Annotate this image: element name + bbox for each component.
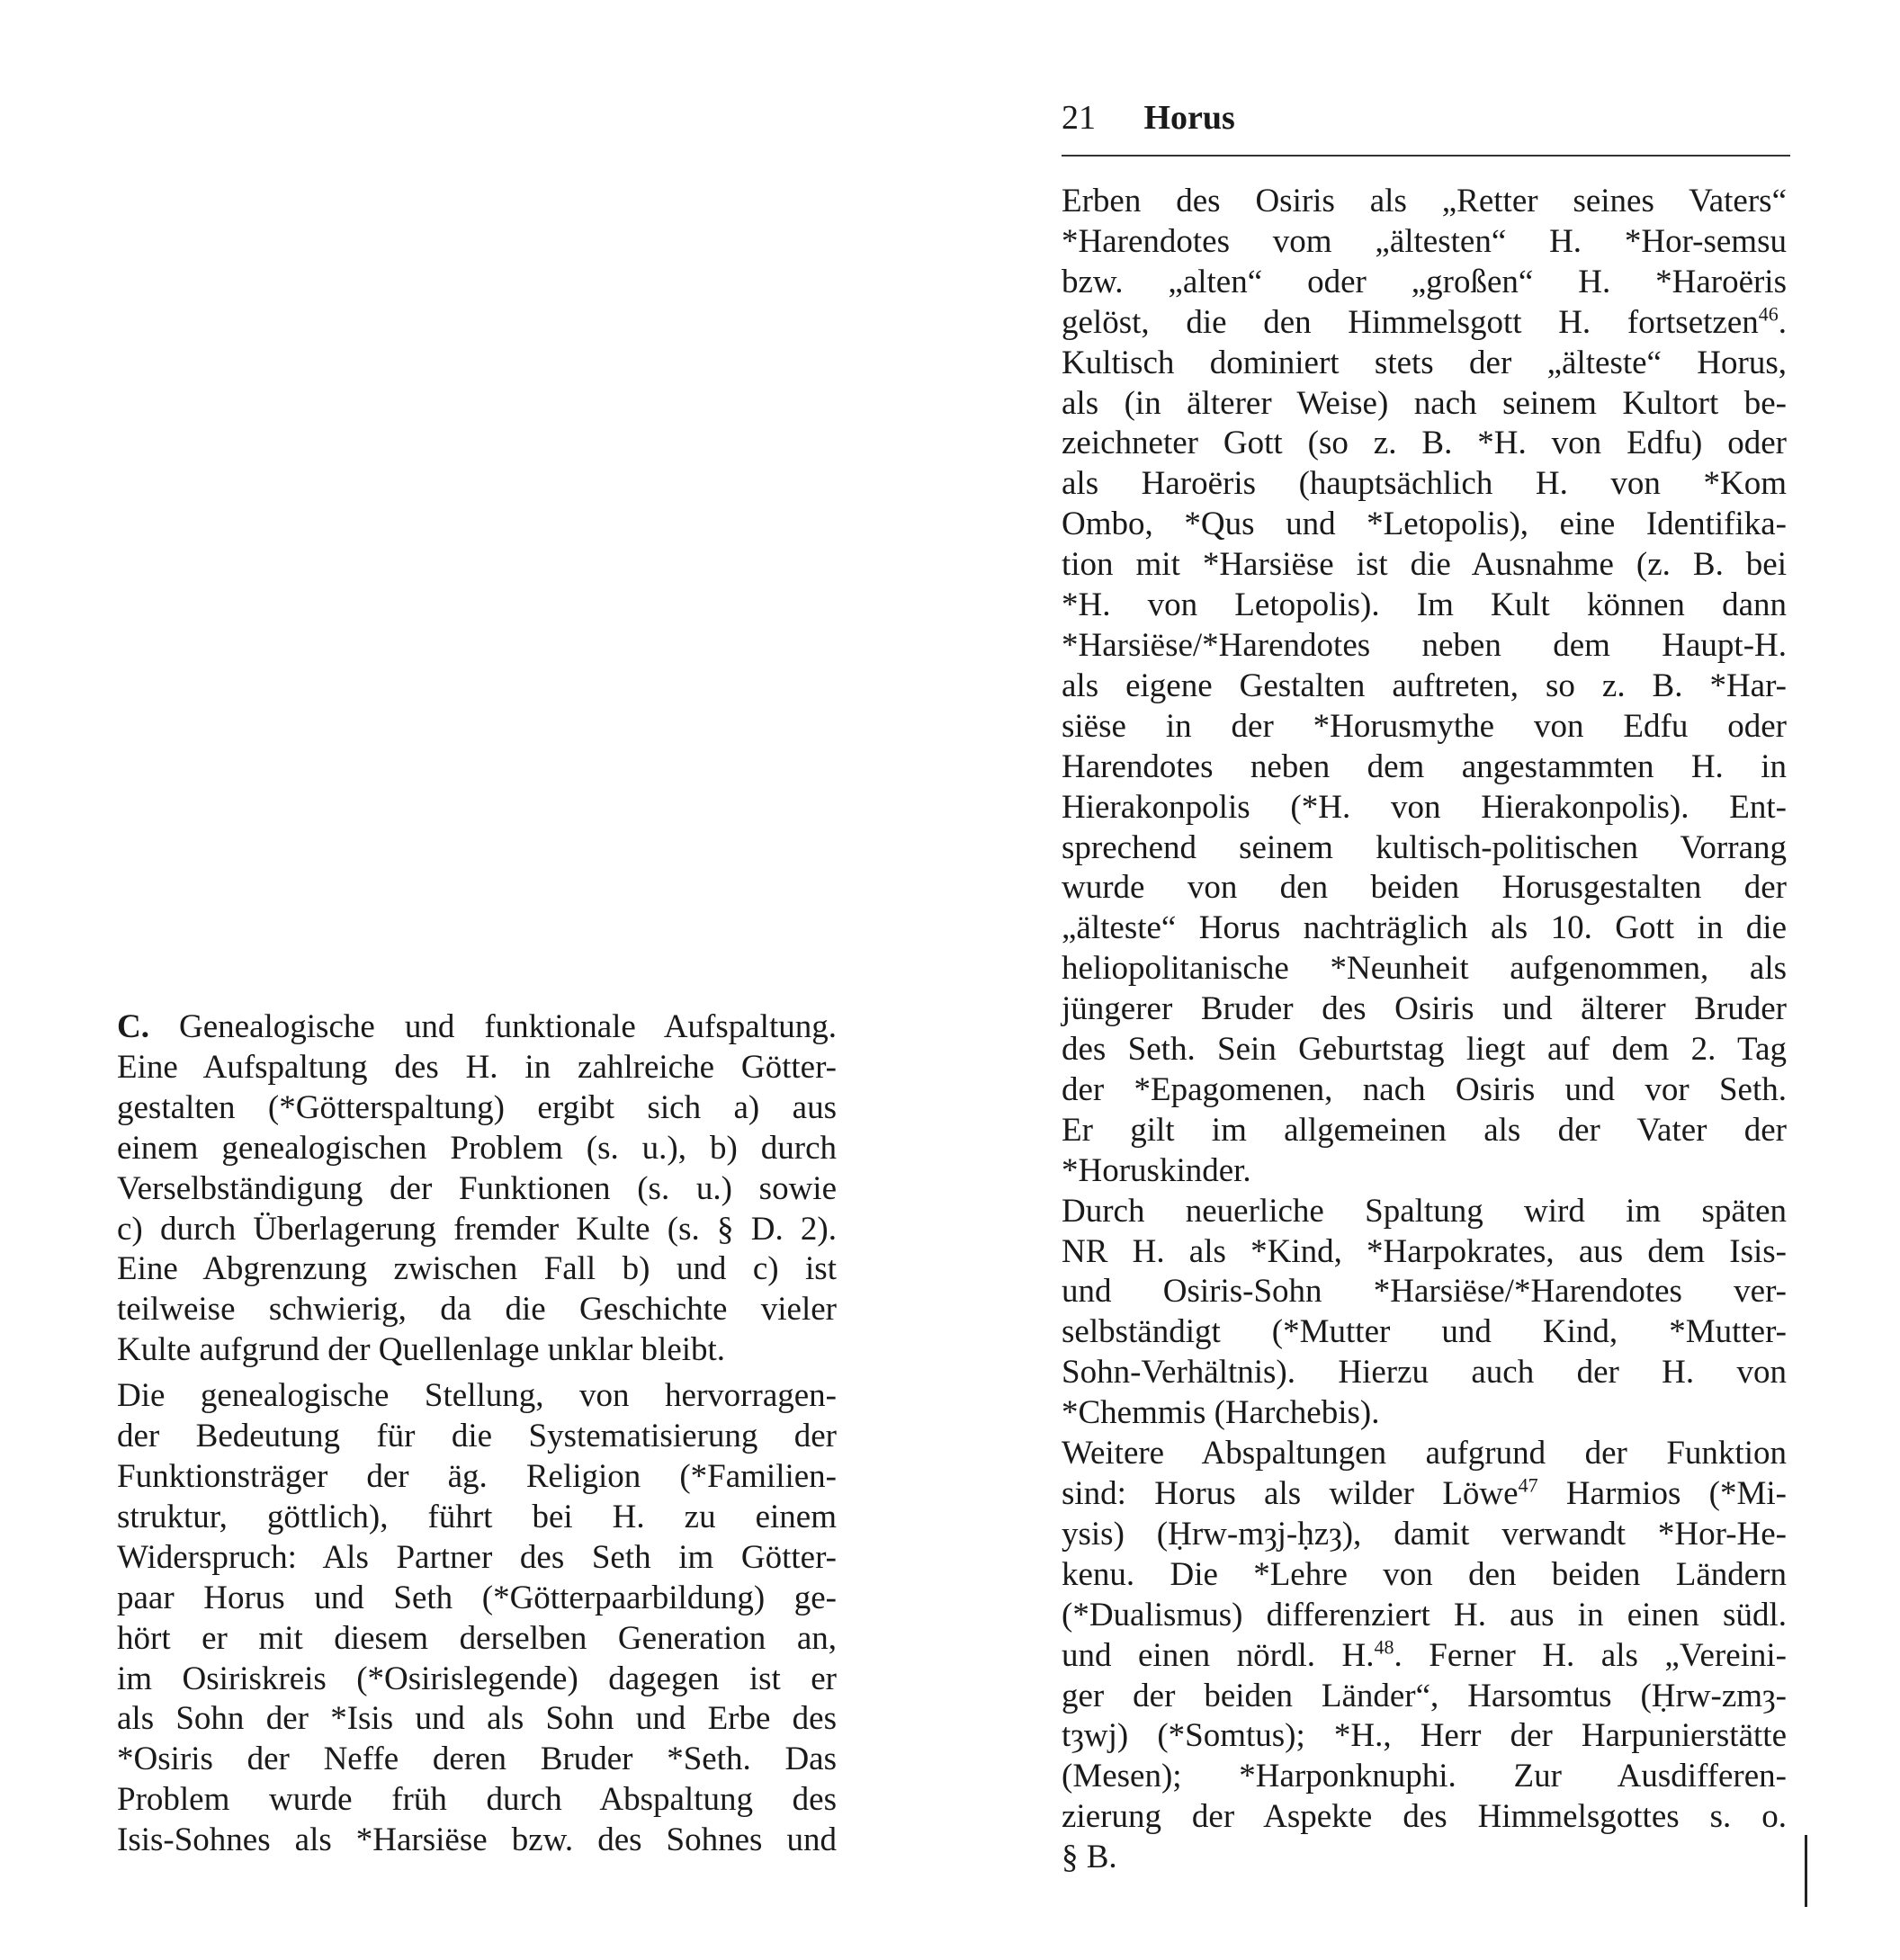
text-line: zeichneter Gott (so z. B. *H. von Edfu) oder: [1062, 425, 1787, 462]
section-label: C.: [117, 1008, 149, 1045]
text-line: Harendotes neben dem angestammten H. in: [1062, 747, 1787, 785]
footnote-ref-48[interactable]: 48: [1374, 1635, 1394, 1659]
text-line: paar Horus und Seth (*Götterpaarbildung) ge-: [117, 1579, 837, 1616]
text-line: selbständigt (*Mutter und Kind, *Mutter-: [1062, 1313, 1787, 1351]
text-line: Durch neuerliche Spaltung wird im späten: [1062, 1192, 1787, 1230]
text-line: Verselbständigung der Funktionen (s. u.) sowie: [117, 1169, 837, 1207]
text-line: zierung der Aspekte des Himmelsgottes s. o.: [1062, 1798, 1787, 1836]
text-line: ysis) (Ḥrw-mȝj-ḥzȝ), damit verwandt *Hor-He-: [1062, 1515, 1787, 1553]
text-line: Funktionsträger der äg. Religion (*Familien-: [117, 1457, 837, 1495]
text-line: gestalten (*Götterspaltung) ergibt sich a) aus: [117, 1088, 837, 1126]
text-line: teilweise schwierig, da die Geschichte vieler: [117, 1291, 837, 1329]
text-line: Erben des Osiris als „Retter seines Vaters“: [1062, 183, 1787, 219]
text-line-part: und einen nördl. H.: [1062, 1636, 1375, 1674]
text-line: struktur, göttlich), führt bei H. zu einem: [117, 1498, 837, 1535]
text-line: als Haroëris (hauptsächlich H. von *Kom: [1062, 465, 1787, 503]
text-line: Sohn-Verhältnis). Hierzu auch der H. von: [1062, 1354, 1787, 1392]
text-line: Hierakonpolis (*H. von Hierakonpolis). Ent-: [1062, 788, 1787, 826]
text-line: (Mesen); *Harponknuphi. Zur Ausdifferen-: [1062, 1758, 1787, 1795]
text-line-part: Harmios (*Mi-: [1537, 1475, 1787, 1512]
text-line: Kulte aufgrund der Quellenlage unklar bleibt.: [117, 1331, 726, 1369]
text-line: *Harendotes vom „ältesten“ H. *Hor-semsu: [1062, 222, 1787, 260]
text-line: Die genealogische Stellung, von hervorragen-: [117, 1377, 837, 1415]
text-line: c) durch Überlagerung fremder Kulte (s. § D. 2).: [117, 1210, 837, 1248]
text-line: ger der beiden Länder“, Harsomtus (Ḥrw-zmȝ-: [1062, 1677, 1787, 1714]
text-line: Weitere Abspaltungen aufgrund der Funktion: [1062, 1435, 1787, 1472]
text-line: [1062, 1636, 1787, 1677]
text-line: Widerspruch: Als Partner des Seth im Götter-: [117, 1538, 837, 1576]
text-line: NR H. als *Kind, *Harpokrates, aus dem Isis-: [1062, 1232, 1787, 1270]
text-line: jüngerer Bruder des Osiris und älterer Bruder: [1062, 990, 1787, 1028]
text-line: [1062, 303, 1787, 344]
text-line: tȝwj) (*Somtus); *H., Herr der Harpunierstätte: [1062, 1717, 1787, 1755]
text-line: siëse in der *Horusmythe von Edfu oder: [1062, 707, 1787, 745]
text-line-rest: Genealogische und funktionale Aufspaltung.: [148, 1008, 837, 1045]
text-line: Ombo, *Qus und *Letopolis), eine Identifika-: [1062, 506, 1787, 543]
text-line: Eine Abgrenzung zwischen Fall b) und c) ist: [117, 1250, 837, 1288]
footnote-ref-47[interactable]: 47: [1518, 1473, 1538, 1497]
text-line: Eine Aufspaltung des H. in zahlreiche Götter-: [117, 1048, 837, 1086]
header-rule: [1062, 155, 1790, 157]
page-number: 21: [1062, 99, 1096, 137]
text-line: „älteste“ Horus nachträglich als 10. Gott in die: [1062, 909, 1787, 947]
text-line: einem genealogischen Problem (s. u.), b) durch: [117, 1129, 837, 1167]
text-line: [1062, 1474, 1787, 1515]
text-line: *Osiris der Neffe deren Bruder *Seth. Das: [117, 1741, 837, 1778]
text-line: *Chemmis (Harchebis).: [1062, 1394, 1380, 1432]
text-line: wurde von den beiden Horusgestalten der: [1062, 869, 1787, 907]
text-line: Kultisch dominiert stets der „älteste“ Horus,: [1062, 344, 1787, 381]
text-line-part: gelöst, die den Himmelsgott H. fortsetzen: [1062, 303, 1759, 341]
text-line: als Sohn der *Isis und als Sohn und Erbe des: [117, 1700, 837, 1738]
text-line: Er gilt im allgemeinen als der Vater der: [1062, 1111, 1787, 1149]
text-line-part: sind: Horus als wilder Löwe: [1062, 1475, 1519, 1512]
text-line: Isis-Sohnes als *Harsiëse bzw. des Sohnes und: [117, 1821, 837, 1859]
text-line: kenu. Die *Lehre von den beiden Ländern: [1062, 1555, 1787, 1593]
text-line: tion mit *Harsiëse ist die Ausnahme (z. B. bei: [1062, 546, 1787, 584]
text-line-part: .: [1778, 303, 1787, 341]
text-line: des Seth. Sein Geburtstag liegt auf dem 2. Tag: [1062, 1031, 1787, 1069]
right-column: [1062, 182, 1787, 1878]
text-line: heliopolitanische *Neunheit aufgenommen, als: [1062, 950, 1787, 988]
text-line: sprechend seinem kultisch-politischen Vorrang: [1062, 828, 1787, 866]
text-line: im Osiriskreis (*Osirislegende) dagegen ist er: [117, 1660, 837, 1697]
text-line: als (in älterer Weise) nach seinem Kultort be-: [1062, 384, 1787, 422]
text-line: *Harsiëse/*Harendotes neben dem Haupt-H.: [1062, 626, 1787, 664]
text-line: (*Dualismus) differenziert H. aus in einen südl.: [1062, 1596, 1787, 1633]
text-line: hört er mit diesem derselben Generation an,: [117, 1619, 837, 1657]
text-line: Problem wurde früh durch Abspaltung des: [117, 1781, 837, 1819]
text-line: [117, 1007, 837, 1048]
left-column: [117, 1007, 837, 1861]
running-title: Horus: [1143, 99, 1235, 137]
text-line: als eigene Gestalten auftreten, so z. B. *Har-: [1062, 667, 1787, 704]
text-line: *Horuskinder.: [1062, 1151, 1251, 1189]
text-line: *H. von Letopolis). Im Kult können dann: [1062, 586, 1787, 624]
footnote-ref-46[interactable]: 46: [1758, 302, 1779, 326]
text-line-part: . Ferner H. als „Vereini-: [1394, 1636, 1787, 1674]
running-header: [1062, 101, 1235, 135]
text-line: § B.: [1062, 1839, 1117, 1876]
text-line: und Osiris-Sohn *Harsiëse/*Harendotes ver-: [1062, 1273, 1787, 1311]
text-line: bzw. „alten“ oder „großen“ H. *Haroëris: [1062, 263, 1787, 300]
text-line: der Bedeutung für die Systematisierung der: [117, 1418, 837, 1455]
text-line: der *Epagomenen, nach Osiris und vor Seth.: [1062, 1070, 1787, 1108]
margin-bar: [1805, 1835, 1807, 1907]
